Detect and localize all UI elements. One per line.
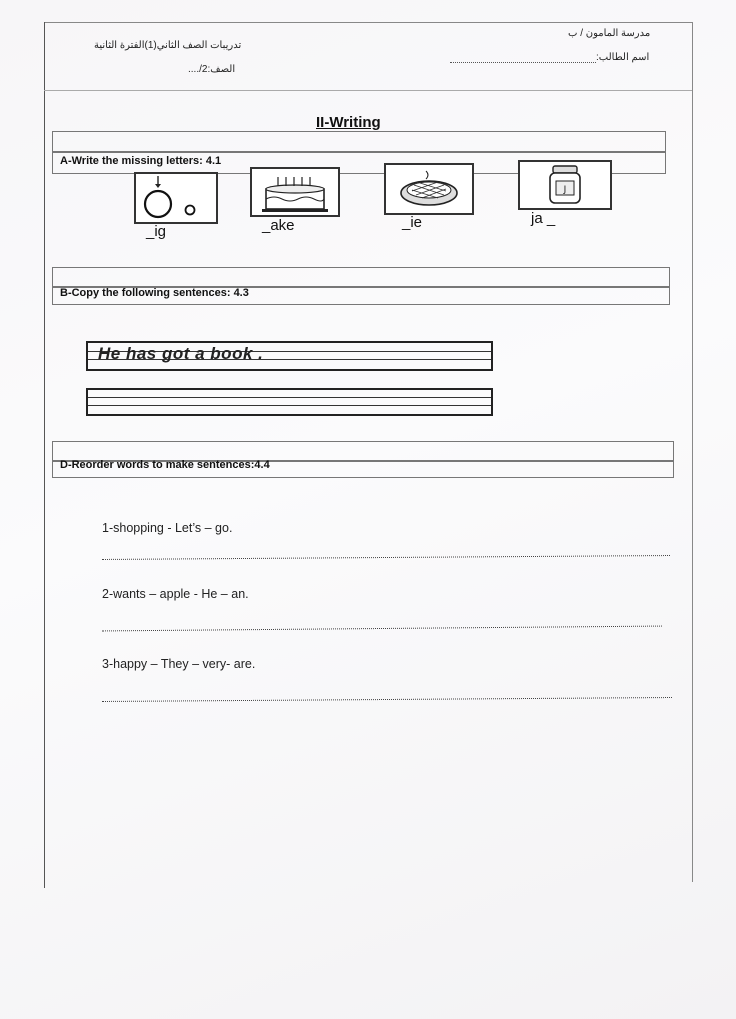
answer-line-2[interactable] xyxy=(102,626,662,632)
missing-letter-word-2: _ake xyxy=(262,217,295,234)
pig-icon-drawing xyxy=(136,174,216,222)
frame-top-border xyxy=(44,22,692,23)
frame-right-border xyxy=(692,22,693,882)
reorder-item-3: 3-happy – They – very- are. xyxy=(102,657,256,671)
pie-icon xyxy=(384,163,474,215)
answer-line-3[interactable] xyxy=(102,697,672,702)
missing-letter-word-4: ja _ xyxy=(531,210,556,227)
section-b-header-box xyxy=(52,267,670,288)
missing-letter-word-3: _ie xyxy=(402,214,423,231)
pig-icon xyxy=(134,172,218,224)
guide-line xyxy=(88,405,491,406)
cake-icon xyxy=(250,167,340,217)
answer-line-1[interactable] xyxy=(102,555,670,560)
class-label: الصف:2/.... xyxy=(188,64,236,75)
cake-icon-drawing xyxy=(252,169,338,215)
reorder-item-1: 1-shopping - Let’s – go. xyxy=(102,521,233,535)
pie-icon-drawing xyxy=(386,165,472,213)
section-a-label: A-Write the missing letters: 4.1 xyxy=(60,155,222,167)
section-b-label: B-Copy the following sentences: 4.3 xyxy=(60,287,249,299)
model-sentence: He has got a book . xyxy=(98,344,264,363)
section-d-label: D-Reorder words to make sentences:4.4 xyxy=(60,459,270,471)
school-name: مدرسة المامون / ب xyxy=(568,28,651,39)
jam-jar-icon xyxy=(518,160,612,210)
svg-text:J: J xyxy=(563,185,567,195)
copy-writing-lines[interactable] xyxy=(86,388,493,416)
frame-left-border xyxy=(44,22,45,888)
drill-title: تدريبات الصف الثاني(1)الفترة الثانية xyxy=(94,40,242,51)
section-a-header-box xyxy=(52,131,666,153)
page-title: II-Writing xyxy=(316,114,381,131)
student-name-line xyxy=(450,62,596,63)
reorder-item-2: 2-wants – apple - He – an. xyxy=(102,587,249,601)
missing-letter-word-1: _ig xyxy=(146,223,167,240)
guide-line xyxy=(88,397,491,398)
student-name-label: اسم الطالب: xyxy=(596,52,650,63)
jam-jar-icon-drawing xyxy=(520,162,610,208)
header-divider xyxy=(44,90,692,91)
